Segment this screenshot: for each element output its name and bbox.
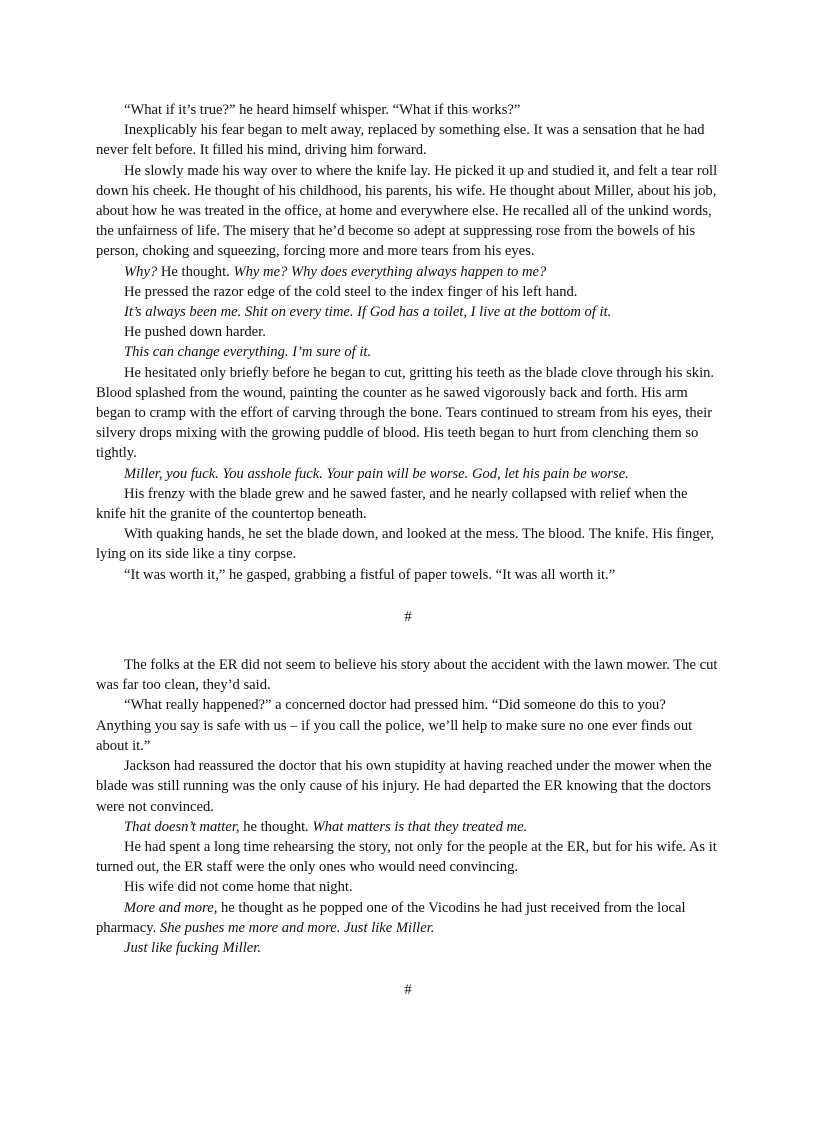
italic-text: Why? <box>124 263 158 280</box>
paragraph <box>96 695 720 756</box>
paragraph <box>96 898 720 938</box>
paragraph <box>96 282 720 302</box>
paragraph <box>96 120 720 160</box>
section-two <box>96 655 720 958</box>
paragraph <box>96 322 720 342</box>
paragraph <box>96 565 720 585</box>
text-run: “What if it’s true?” he heard himself whisper. “What if this works?” <box>124 102 521 118</box>
text-run: “What really happened?” a concerned doctor had pressed him. “Did someone do this to you? Anything you say is safe with us – if you call the police, we’ll help to make sure no one ever finds out about it.” <box>96 697 693 754</box>
paragraph <box>96 837 720 877</box>
paragraph <box>96 161 720 262</box>
paragraph <box>96 484 720 524</box>
italic-text: It’s always been me. Shit on every time. If God has a toilet, I live at the bottom of it. <box>124 304 612 321</box>
section-one <box>96 100 720 585</box>
text-run: The folks at the ER did not seem to believe his story about the accident with the lawn mower. The cut was far too clean, they’d said. <box>96 657 718 694</box>
paragraph <box>96 756 720 817</box>
paragraph <box>96 877 720 897</box>
paragraph <box>96 363 720 464</box>
text-run: He had spent a long time rehearsing the story, not only for the people at the ER, but for his wife. As it turned out, the ER staff were the only ones who would need convincing. <box>96 838 717 876</box>
italic-text: Miller, you fuck. You asshole fuck. Your pain will be worse. God, let his pain be worse. <box>124 465 629 482</box>
section-separator: # <box>404 982 412 999</box>
paragraph <box>96 302 720 322</box>
paragraph <box>96 938 720 958</box>
italic-text: More and more, <box>124 899 218 916</box>
text-run: “It was worth it,” he gasped, grabbing a fistful of paper towels. “It was all worth it.” <box>124 566 616 583</box>
text-run: With quaking hands, he set the blade down, and looked at the mess. The blood. The knife. His finger, lying on its side like a tiny corpse. <box>96 526 715 563</box>
paragraph <box>96 464 720 484</box>
text-run: He slowly made his way over to where the knife lay. He picked it up and studied it, and felt a tear roll down his cheek. He thought of his childhood, his parents, his wife. He thought about Miller, about his job, about how he was treated in the office, at home and everywhere else. He recalled all of the unkind words, the unfairness of life. The misery that he’d become so adept at suppressing rose from the bowels of his person, choking and squeezing, forcing more and more tears from his eyes. <box>96 162 718 260</box>
paragraph <box>96 342 720 362</box>
italic-text: She pushes me more and more. Just like Miller. <box>159 919 435 936</box>
text-run: His wife did not come home that night. <box>124 879 353 896</box>
italic-text: . What matters is that they treated me. <box>305 818 528 835</box>
paragraph <box>96 817 720 837</box>
section-separator: # <box>404 608 412 625</box>
text-run: he thought <box>239 818 306 835</box>
italic-text: Just like fucking Miller. <box>124 939 261 956</box>
italic-text: This can change everything. I’m sure of it. <box>124 344 372 361</box>
text-run: he thought as he popped one of the Vicodins he had just received from the local pharmacy. <box>96 899 686 936</box>
paragraph <box>96 100 720 120</box>
text-run: His frenzy with the blade grew and he sawed faster, and he nearly collapsed with relief when the knife hit the granite of the countertop beneath. <box>96 485 688 523</box>
text-run: He thought. <box>157 263 234 280</box>
text-run: He pushed down harder. <box>124 324 266 341</box>
paragraph <box>96 262 720 282</box>
text-run: Jackson had reassured the doctor that his own stupidity at having reached under the mower when the blade was still running was the only cause of his injury. He had departed the ER knowing that the doctors were not convinced. <box>96 758 712 815</box>
italic-text: That doesn’t matter, <box>124 818 240 835</box>
text-run: He hesitated only briefly before he began to cut, gritting his teeth as the blade clove through his skin. Blood splashed from the wound, painting the counter as he sawed vigorously back and forth. His arm began to cramp with the effort of carving through the bone. Tears continued to stream from his eyes, their silvery drops mixing with the growing puddle of blood. His teeth began to hurt from clenching them so tightly. <box>96 364 715 462</box>
text-run: He pressed the razor edge of the cold steel to the index finger of his left hand. <box>124 283 578 300</box>
text-run: Inexplicably his fear began to melt away, replaced by something else. It was a sensation that he had never felt before. It filled his mind, driving him forward. <box>96 122 705 159</box>
paragraph <box>96 524 720 564</box>
paragraph <box>96 655 720 695</box>
italic-text: Why me? Why does everything always happen to me? <box>233 263 547 280</box>
body-text <box>96 100 720 1000</box>
